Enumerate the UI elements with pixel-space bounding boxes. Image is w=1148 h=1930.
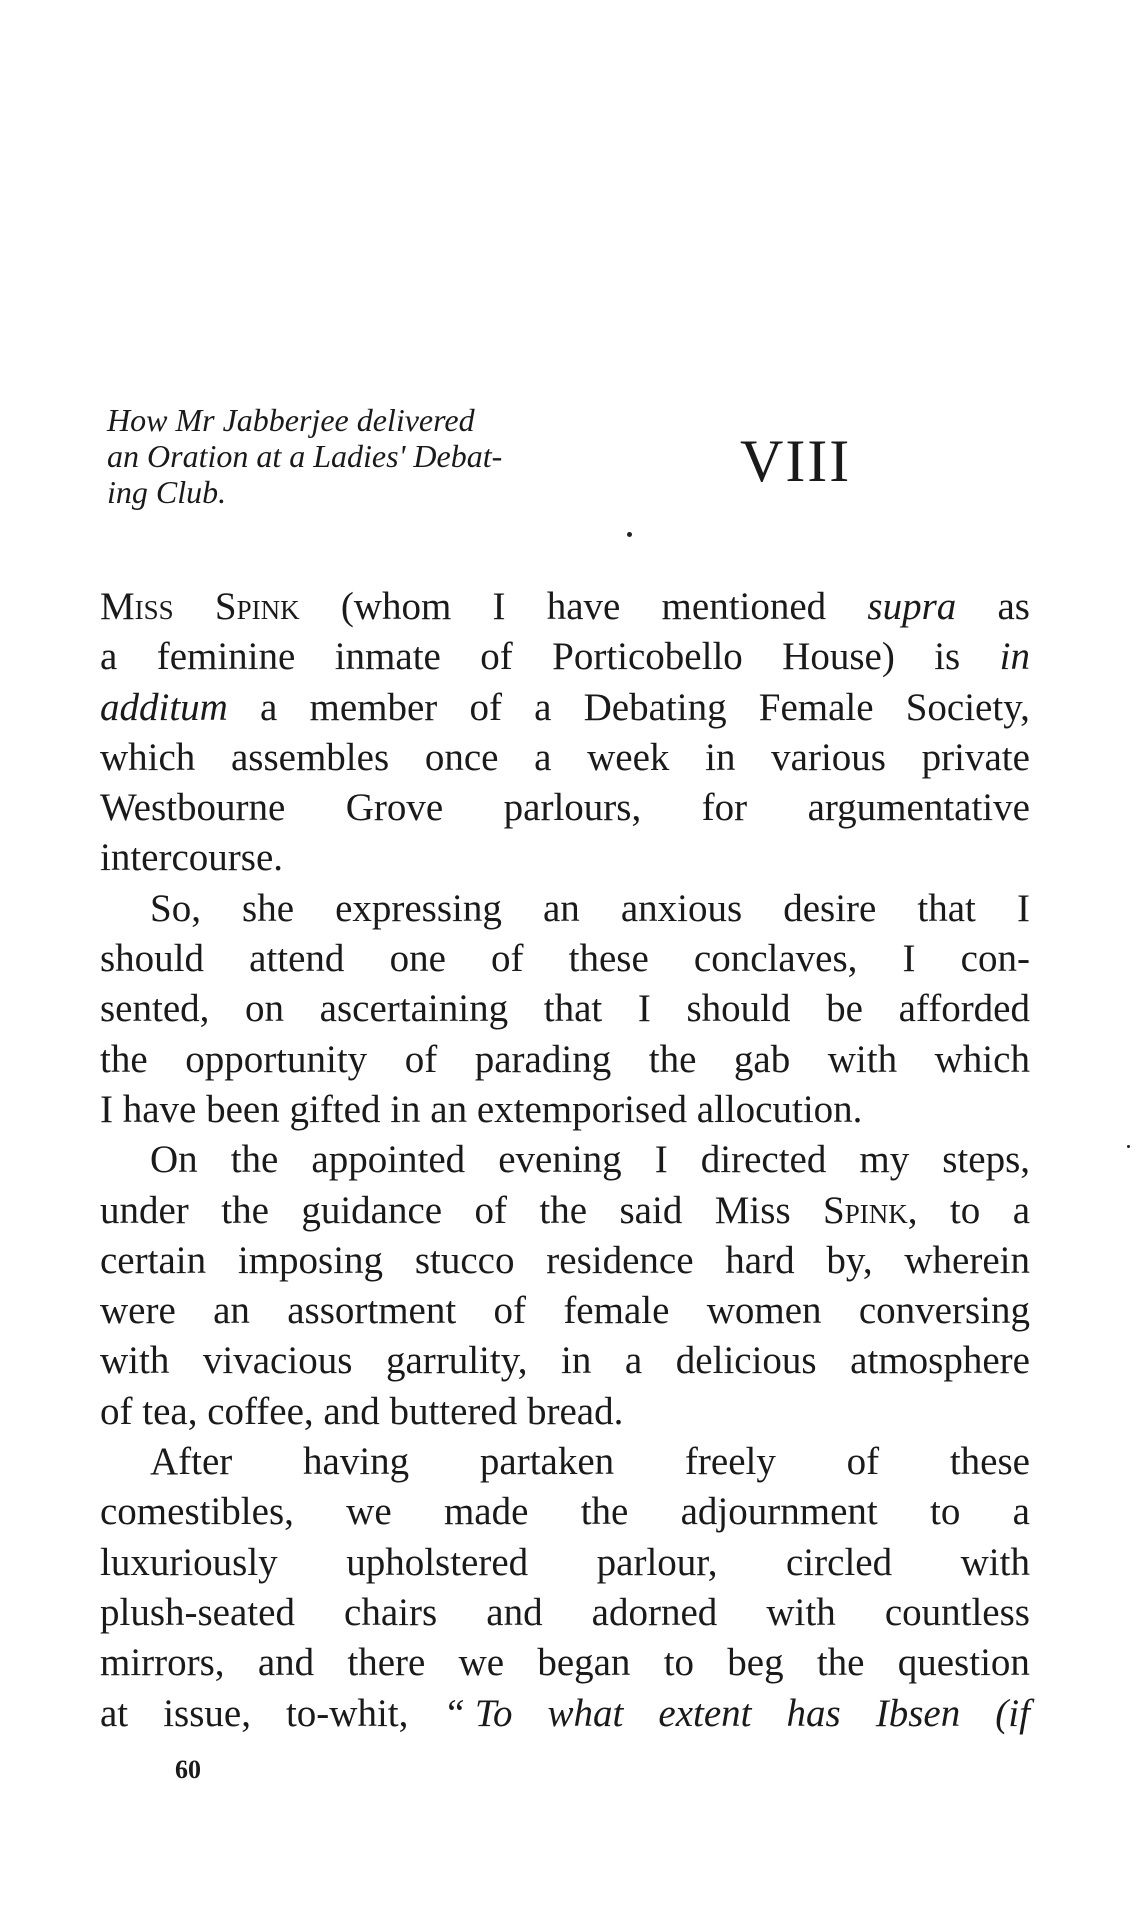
- word: with: [100, 1339, 170, 1383]
- word: argumentative: [807, 786, 1030, 830]
- word: mentioned: [661, 585, 827, 628]
- text-line: [100, 1487, 1030, 1537]
- word: steps,: [942, 1138, 1030, 1182]
- word: of: [404, 1037, 438, 1081]
- word: Female: [758, 685, 874, 729]
- word: to-whit,: [285, 1691, 409, 1735]
- word: with: [766, 1590, 836, 1634]
- word: have: [546, 585, 621, 628]
- word: gab: [733, 1037, 791, 1081]
- word: we: [346, 1490, 392, 1534]
- word: as: [997, 585, 1030, 628]
- text-line: [100, 1336, 1030, 1386]
- word: an: [213, 1289, 250, 1333]
- print-speck: [627, 532, 632, 537]
- word: should: [100, 937, 205, 981]
- chapter-side-title: [107, 402, 587, 510]
- text-line: [100, 582, 1030, 632]
- word: I: [1016, 886, 1030, 930]
- word: of tea, coffee, and buttered bread.: [100, 1389, 624, 1433]
- side-title-line: ing Club.: [107, 474, 227, 510]
- word: we: [458, 1641, 505, 1685]
- text-line: [100, 1236, 1030, 1286]
- text-line: [100, 1135, 1030, 1185]
- word: feminine: [156, 635, 296, 679]
- word: imposing: [237, 1238, 384, 1282]
- word: and: [257, 1641, 315, 1685]
- word: I: [637, 987, 651, 1031]
- chapter-number: VIII: [740, 428, 852, 494]
- word: upholstered: [346, 1540, 529, 1584]
- word: supra: [867, 585, 957, 628]
- word: be: [826, 987, 863, 1031]
- text-line: [100, 1085, 1030, 1135]
- word: having: [303, 1440, 410, 1484]
- word: opportunity: [185, 1037, 368, 1081]
- word: plush-seated: [100, 1590, 295, 1634]
- text-line: [100, 733, 1030, 783]
- word: member: [309, 685, 438, 729]
- word: with: [960, 1540, 1030, 1584]
- word: assembles: [231, 735, 390, 779]
- word: parading: [474, 1037, 612, 1081]
- word: a: [260, 685, 278, 729]
- word: the: [580, 1490, 629, 1534]
- word: a: [534, 685, 552, 729]
- word: adjournment: [680, 1490, 878, 1534]
- side-title-line: an Oration at a Ladies' Debat-: [107, 438, 503, 474]
- word: ascertaining: [319, 987, 509, 1031]
- word: made: [443, 1490, 529, 1534]
- word: an: [542, 886, 580, 930]
- word: in: [561, 1339, 592, 1383]
- text-line: [100, 1035, 1030, 1085]
- word: in: [999, 635, 1030, 679]
- word: the: [648, 1037, 697, 1081]
- word: that: [917, 886, 976, 930]
- word: of: [474, 1188, 507, 1232]
- word: issue,: [163, 1691, 251, 1735]
- text-line: [100, 1186, 1030, 1236]
- word: I have been gifted in an extemporised allocution.: [100, 1087, 863, 1131]
- word: On: [150, 1138, 198, 1182]
- word: is: [934, 635, 961, 679]
- word: were: [100, 1289, 176, 1333]
- word: once: [424, 735, 499, 779]
- word: of: [469, 685, 502, 729]
- word: partaken: [479, 1440, 615, 1484]
- word: Society,: [905, 685, 1030, 729]
- word: directed: [700, 1138, 827, 1182]
- word: vivacious: [202, 1339, 353, 1383]
- word: extent: [658, 1691, 752, 1735]
- word: week: [587, 735, 670, 779]
- word: these: [949, 1440, 1030, 1484]
- word: So,: [150, 886, 201, 930]
- word: private: [921, 735, 1030, 779]
- word: the: [100, 1037, 148, 1081]
- text-line: [100, 1387, 1030, 1437]
- word: my: [859, 1138, 910, 1182]
- word: wherein: [904, 1238, 1030, 1282]
- print-speck: [1127, 1145, 1130, 1148]
- word: there: [347, 1641, 426, 1685]
- text-line: [100, 884, 1030, 934]
- word: guidance: [301, 1188, 443, 1232]
- word: Spink: [214, 585, 300, 628]
- word: Miss: [100, 585, 174, 628]
- word: one: [389, 937, 446, 981]
- word: freely: [684, 1440, 776, 1484]
- word: hard: [725, 1238, 795, 1282]
- word: beg: [727, 1641, 784, 1685]
- word: assortment: [287, 1289, 457, 1333]
- word: a: [624, 1339, 643, 1383]
- word: began: [537, 1641, 631, 1685]
- word: which: [100, 735, 196, 779]
- word: by,: [826, 1238, 873, 1282]
- text-line: [100, 1538, 1030, 1588]
- word: stucco: [414, 1238, 515, 1282]
- text-line: [100, 1437, 1030, 1487]
- word: luxuriously: [100, 1540, 278, 1584]
- word: “ To: [443, 1691, 513, 1735]
- word: that: [543, 987, 603, 1031]
- word: countless: [884, 1590, 1030, 1634]
- word: the: [221, 1188, 269, 1232]
- word: female: [563, 1289, 670, 1333]
- word: expressing: [335, 886, 502, 930]
- body-text: [100, 582, 1030, 1739]
- word: delicious: [675, 1339, 817, 1383]
- word: question: [897, 1641, 1030, 1685]
- word: parlour,: [596, 1540, 718, 1584]
- word: on: [245, 987, 285, 1031]
- word: conclaves,: [693, 937, 858, 981]
- word: at: [100, 1691, 129, 1735]
- word: After: [150, 1440, 233, 1484]
- word: under: [100, 1188, 189, 1232]
- word: evening: [498, 1138, 622, 1182]
- word: various: [771, 735, 886, 779]
- word: I: [492, 585, 506, 628]
- text-line: [100, 934, 1030, 984]
- word: atmosphere: [850, 1339, 1030, 1383]
- text-line: [100, 632, 1030, 682]
- word: a: [534, 735, 552, 779]
- word: intercourse.: [100, 836, 284, 880]
- word: Spink,: [823, 1188, 918, 1232]
- word: of: [493, 1289, 526, 1333]
- word: to: [949, 1188, 981, 1232]
- text-line: [100, 1638, 1030, 1688]
- word: conversing: [858, 1289, 1030, 1333]
- word: parlours,: [503, 786, 642, 830]
- word: Miss: [714, 1188, 791, 1232]
- word: Westbourne: [100, 786, 286, 830]
- word: should: [686, 987, 791, 1031]
- page-number: 60: [175, 1755, 201, 1784]
- word: in: [705, 735, 736, 779]
- word: residence: [546, 1238, 694, 1282]
- word: I: [902, 937, 916, 981]
- word: Debating: [583, 685, 727, 729]
- word: with: [827, 1037, 898, 1081]
- word: of: [480, 635, 513, 679]
- word: anxious: [620, 886, 743, 930]
- text-line: [100, 833, 1030, 883]
- word: has: [786, 1691, 841, 1735]
- word: inmate: [334, 635, 441, 679]
- word: what: [547, 1691, 624, 1735]
- word: additum: [100, 685, 228, 729]
- word: to: [663, 1641, 695, 1685]
- word: and: [486, 1590, 543, 1634]
- word: attend: [249, 937, 345, 981]
- text-line: [100, 1588, 1030, 1638]
- text-line: [100, 783, 1030, 833]
- word: mirrors,: [100, 1641, 225, 1685]
- word: a: [1012, 1490, 1030, 1534]
- word: comestibles,: [100, 1490, 294, 1534]
- word: afforded: [898, 987, 1030, 1031]
- word: the: [816, 1641, 865, 1685]
- word: (whom: [340, 585, 452, 628]
- word: chairs: [344, 1590, 438, 1634]
- word: the: [230, 1138, 279, 1182]
- word: Ibsen: [875, 1691, 961, 1735]
- word: to: [930, 1490, 961, 1534]
- text-line: [100, 1286, 1030, 1336]
- word: a: [100, 635, 118, 679]
- text-line: [100, 984, 1030, 1034]
- word: a: [1012, 1188, 1030, 1232]
- word: Grove: [345, 786, 444, 830]
- word: (if: [995, 1691, 1030, 1735]
- word: certain: [100, 1238, 207, 1282]
- word: I: [654, 1138, 668, 1182]
- word: these: [568, 937, 649, 981]
- word: women: [706, 1289, 822, 1333]
- word: appointed: [311, 1138, 466, 1182]
- word: for: [701, 786, 748, 830]
- word: she: [242, 886, 295, 930]
- word: of: [491, 937, 524, 981]
- word: House): [782, 635, 895, 679]
- word: Porticobello: [552, 635, 743, 679]
- word: desire: [783, 886, 877, 930]
- word: of: [846, 1440, 880, 1484]
- text-line: [100, 683, 1030, 733]
- text-line: [100, 1689, 1030, 1739]
- word: con-: [960, 937, 1030, 981]
- word: which: [934, 1037, 1030, 1081]
- word: adorned: [591, 1590, 718, 1634]
- word: garrulity,: [385, 1339, 528, 1383]
- word: sented,: [100, 987, 210, 1031]
- word: the: [539, 1188, 588, 1232]
- word: said: [619, 1188, 683, 1232]
- side-title-line: How Mr Jabberjee delivered: [107, 402, 475, 438]
- word: circled: [786, 1540, 893, 1584]
